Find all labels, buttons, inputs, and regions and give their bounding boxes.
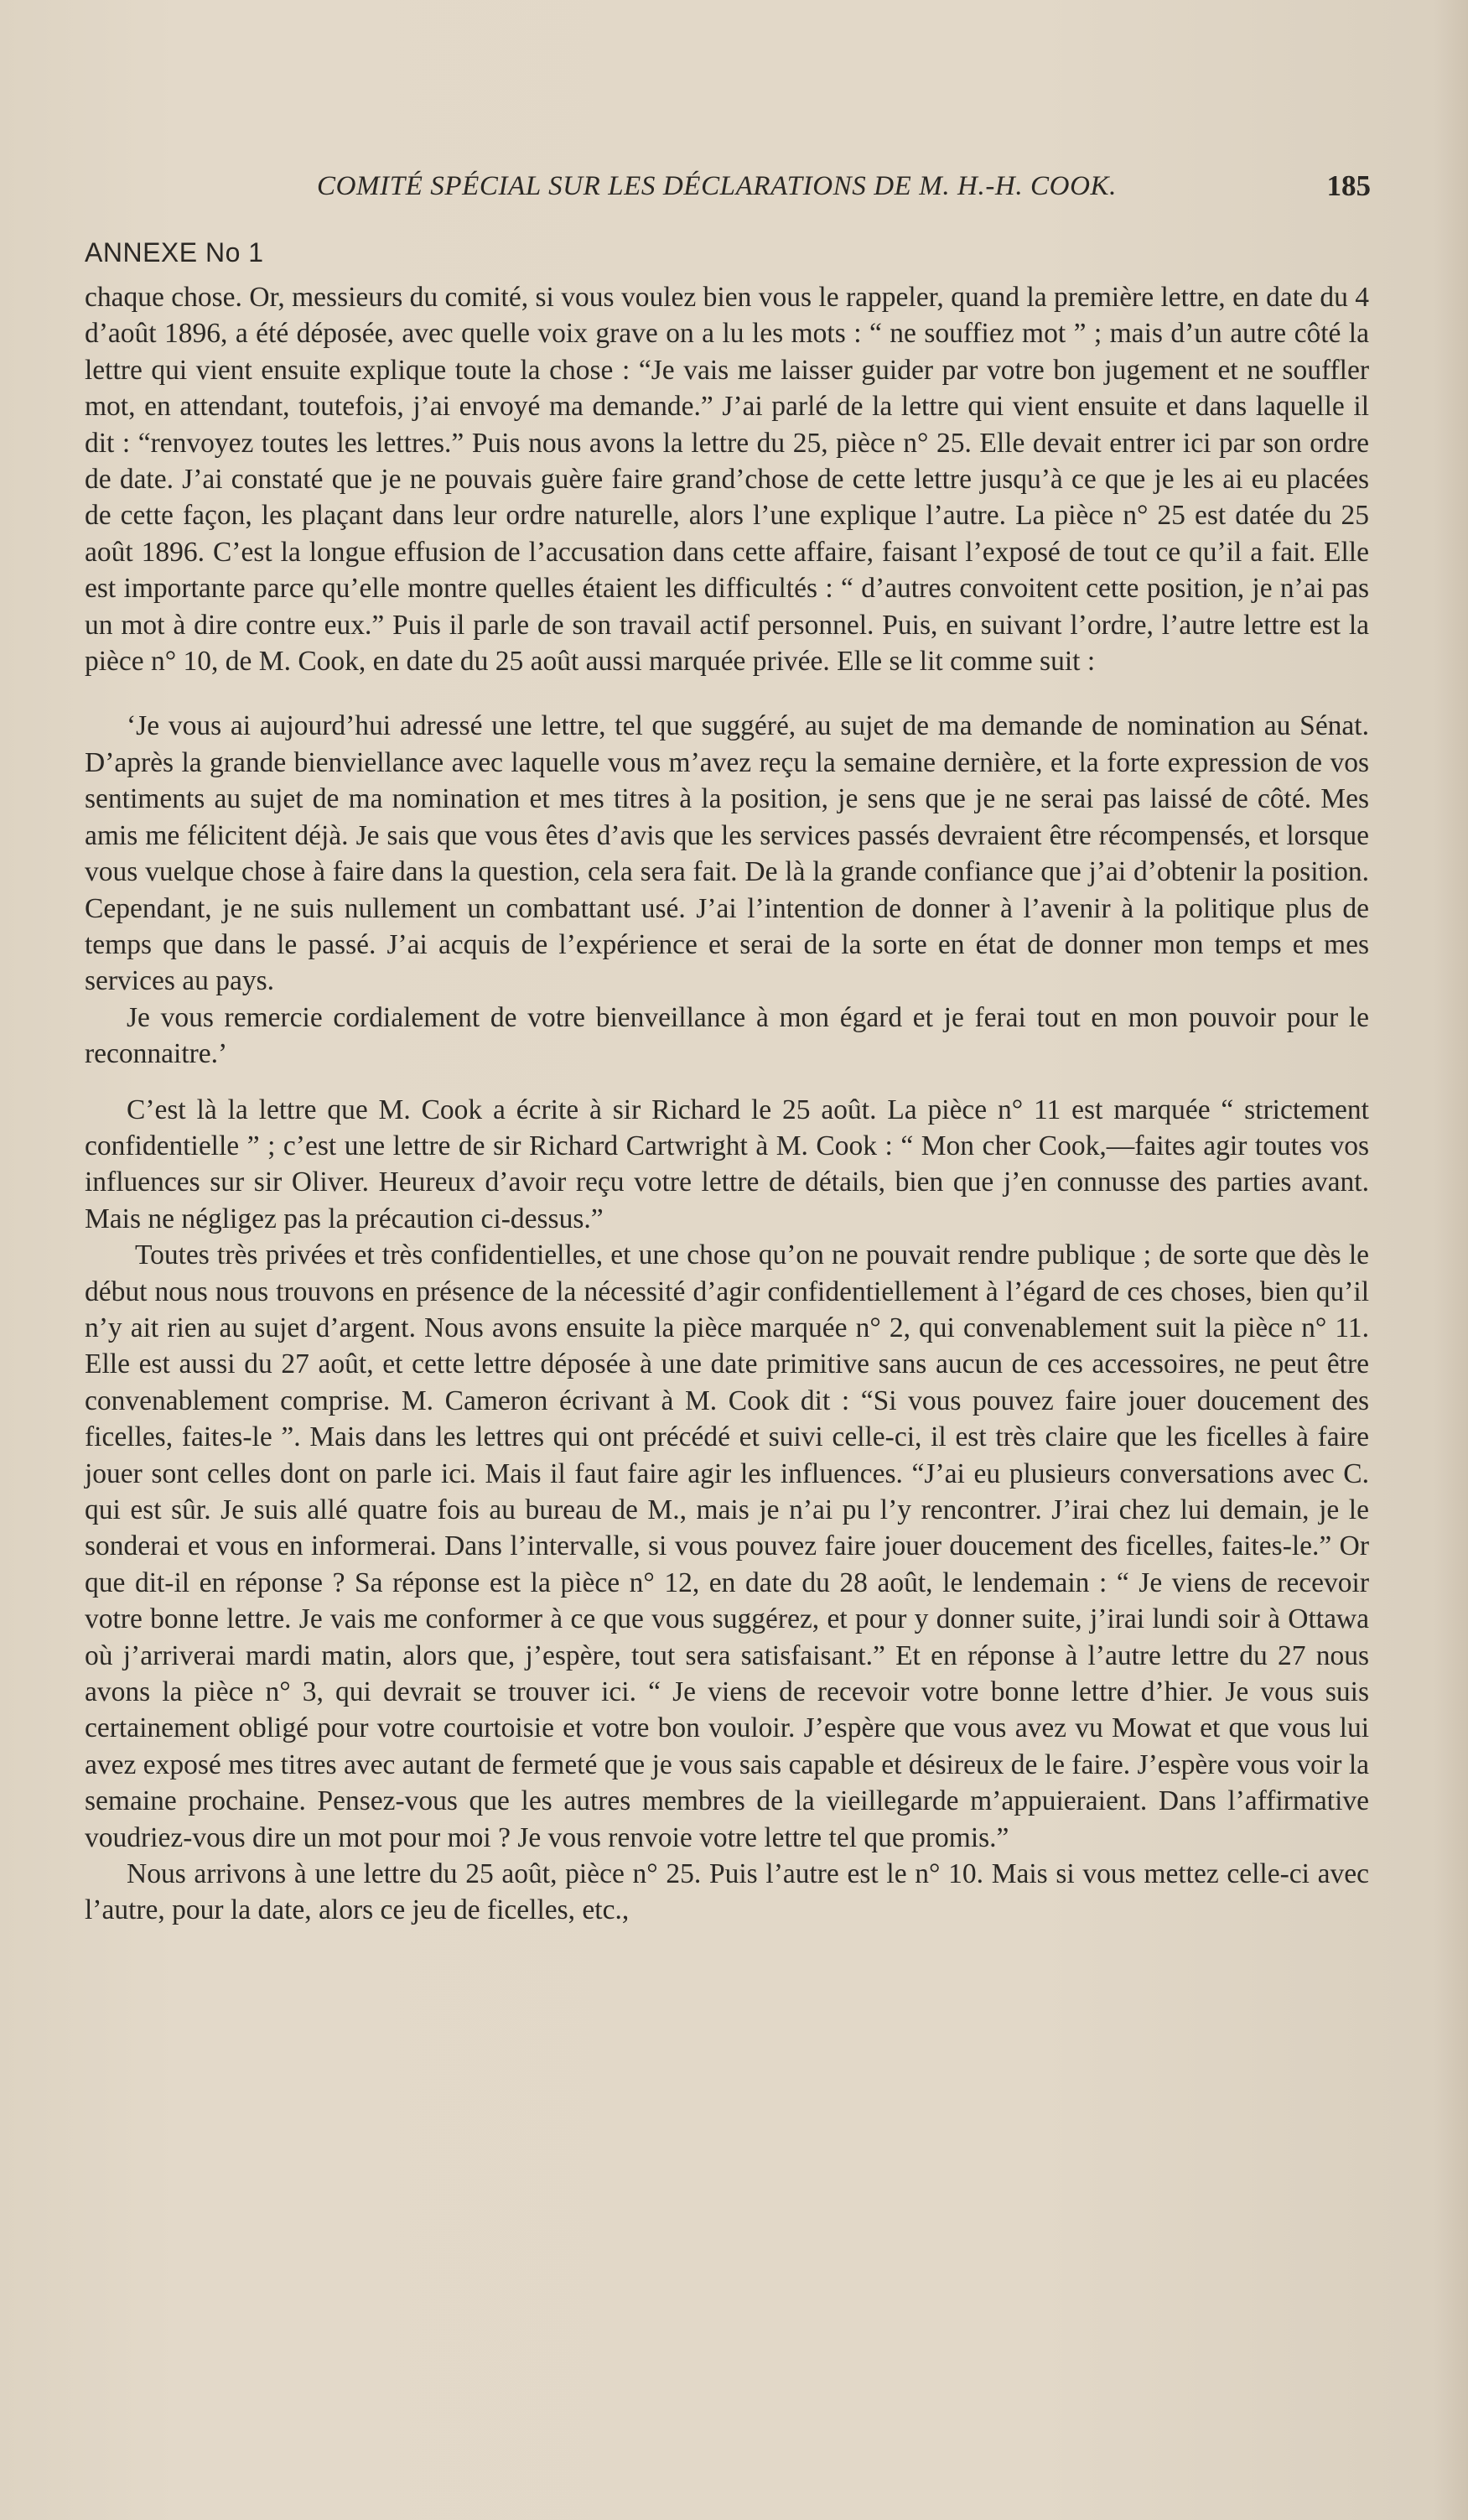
page-edge-shadow [1434,0,1468,2520]
annex-label: ANNEXE No 1 [85,237,264,268]
paragraph-3: Toutes très privées et très confidentielles, et une chose qu’on ne pouvait rendre publique ; de sorte que dès le début nous nous trouvons en présence de la nécessité d’agir confidentiellement à l’égard de ces choses, bien qu’il n’y ait rien au sujet d’argent. Nous avons ensuite la pièce marquée n° 2, qui convenablement suit la pièce n° 11. Elle est aussi du 27 août, et cette lettre déposée à une date primitive sans aucun de ces accessoires, ne peut être convenablement comprise. M. Cameron écrivant à M. Cook dit : “Si vous pouvez faire jouer doucement des ficelles, faites-le ”. Mais dans les lettres qui ont précédé et suivi celle-ci, il est très claire que les ficelles à faire jouer sont celles dont on parle ici. Mais il faut faire agir les influences. “J’ai eu plusieurs conversations avec C. qui est sûr. Je suis allé quatre fois au bureau de M., mais je n’ai pu l’y rencontrer. J’irai chez lui demain, je le sonderai et vous en informerai. Dans l’intervalle, si vous pouvez faire jouer doucement des ficelles, faites-le.” Or que dit-il en réponse ? Sa réponse est la pièce n° 12, en date du 28 août, le lendemain : “ Je viens de recevoir votre bonne lettre. Je vais me conformer à ce que vous suggérez, et pour y donner suite, j’irai lundi soir à Ottawa où j’arriverai mardi matin, alors que, j’espère, tout sera satisfaisant.” Et en réponse à l’autre lettre du 27 nous avons la pièce n° 3, qui devrait se trouver ici. “ Je viens de recevoir votre bonne lettre d’hier. Je vous suis certainement obligé pour votre courtoisie et votre bon vouloir. J’espère que vous avez vu Mowat et que vous lui avez exposé mes titres avec autant de fermeté que je vous sais capable et désireux de le faire. J’espère vous voir la semaine prochaine. Pensez-vous que les autres membres de la vieillegarde m’appuieraient. Dans l’affirmative voudriez-vous dire un mot pour moi ? Je vous renvoie votre lettre tel que promis.” [85,1239,1369,1853]
paragraph-2: C’est là la lettre que M. Cook a écrite à sir Richard le 25 août. La pièce n° 11 est marquée “ strictement confidentielle ” ; c’est une lettre de sir Richard Cartwright à M. Cook : “ Mon cher Cook,—faites agir toutes vos influences sur sir Oliver. Heureux d’avoir reçu votre lettre de détails, bien que j’en connusse des parties avant. Mais ne négligez pas la précaution ci-dessus.” [85,1094,1369,1234]
paragraph-1: chaque chose. Or, messieurs du comité, si vous voulez bien vous le rappeler, quand la première lettre, en date du 4 d’août 1896, a été déposée, avec quelle voix grave on a lu les mots : “ ne souffiez mot ” ; mais d’un autre côté la lettre qui vient ensuite explique toute la chose : “Je vais me laisser guider par votre bon jugement et ne souffler mot, en attendant, toutefois, j’ai envoyé ma demande.” J’ai parlé de la lettre qui vient ensuite et dans laquelle il dit : “renvoyez toutes les lettres.” Puis nous avons la lettre du 25, pièce n° 25. Elle devait entrer ici par son ordre de date. J’ai constaté que je ne pouvais guère faire grand’chose de cette lettre jusqu’à ce que je les ai eu placées de cette façon, les plaçant dans leur ordre naturelle, alors l’une explique l’autre. La pièce n° 25 est datée du 25 août 1896. C’est la longue effusion de l’accusation dans cette affaire, faisant l’exposé de tout ce qu’il a fait. Elle est importante parce qu’elle montre quelles étaient les difficultés : “ d’autres convoitent cette position, je n’ai pas un mot à dire contre eux.” Puis il parle de son travail actif personnel. Puis, en suivant l’ordre, l’autre lettre est la pièce n° 10, de M. Cook, en date du 25 août aussi marquée privée. Elle se lit comme suit : [85,282,1369,678]
paragraph-4: Nous arrivons à une lettre du 25 août, pièce n° 25. Puis l’autre est le n° 10. Mais si vous mettez celle-ci avec l’autre, pour la date, alors ce jeu de ficelles, etc., [85,1858,1369,1926]
running-header [180,161,1371,211]
body-text [85,279,1369,1929]
quoted-letter-paragraph-1: ‘Je vous ai aujourd’hui adressé une lettre, tel que suggéré, au sujet de ma demande de nomination au Sénat. D’après la grande bienviellance avec laquelle vous m’avez reçu la semaine dernière, et la forte expression de vos sentiments au sujet de ma nomination et mes titres à la position, je sens que je ne serai pas laissé de côté. Mes amis me félicitent déjà. Je sais que vous êtes d’avis que les services passés devraient être récompensés, et lorsque vous vuelque chose à faire dans la question, cela sera fait. De là la grande confiance que j’ai d’obtenir la position. Cependant, je ne suis nullement un combattant usé. J’ai l’intention de donner à l’avenir à la politique plus de temps que dans le passé. J’ai acquis de l’expérience et serai de la sorte en état de donner mon temps et mes services au pays. [85,710,1369,997]
quoted-letter-paragraph-2: Je vous remercie cordialement de votre bienveillance à mon égard et je ferai tout en mon pouvoir pour le reconnaitre.’ [85,1001,1369,1070]
running-title: COMITÉ SPÉCIAL SUR LES DÉCLARATIONS DE M. H.-H. COOK. [317,171,1117,201]
page-number: 185 [1326,169,1371,202]
